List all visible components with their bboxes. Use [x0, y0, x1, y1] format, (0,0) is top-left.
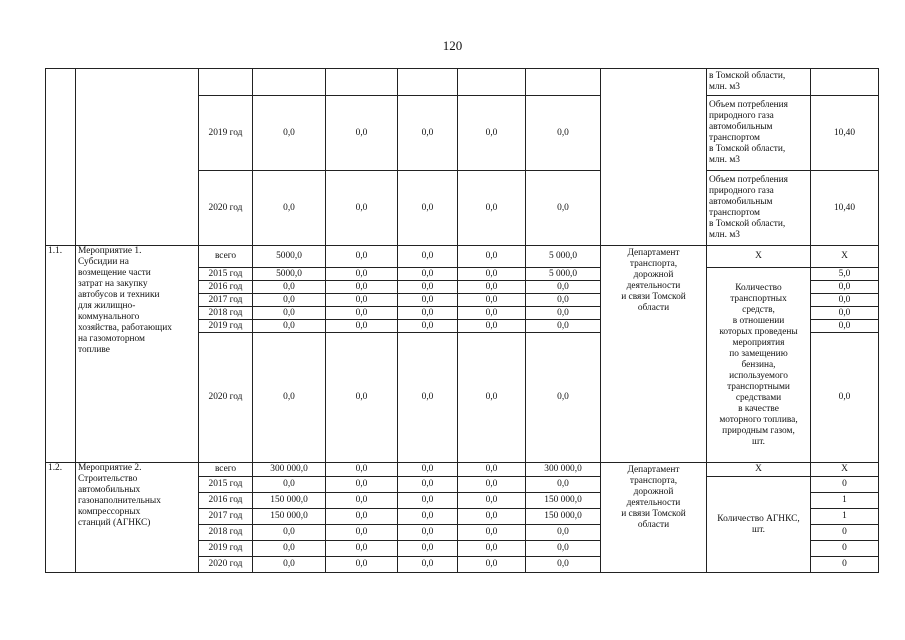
- amount-cell: 0,0: [398, 509, 458, 525]
- amount-cell: 150 000,0: [253, 509, 326, 525]
- amount-cell: 0,0: [326, 246, 398, 268]
- year-cell: 2017 год: [199, 509, 253, 525]
- amount-cell: 0,0: [398, 557, 458, 573]
- amount-cell: 0,0: [326, 333, 398, 463]
- year-cell: 2017 год: [199, 294, 253, 307]
- department-cell: Департамент транспорта, дорожной деятельности и связи Томской области: [601, 463, 707, 573]
- indicator-cell: Количество транспортных средств, в отношении которых проведены мероприятия по замещению бензина, используемого транспортными средствами в качестве моторного топлива, природным газом, шт.: [707, 268, 811, 463]
- target-cell: 0,0: [811, 294, 879, 307]
- amount-cell: 0,0: [458, 96, 526, 171]
- amount-cell: 5000,0: [253, 246, 326, 268]
- amount-cell: [253, 69, 326, 96]
- year-cell: 2015 год: [199, 477, 253, 493]
- page-number: 120: [442, 38, 463, 53]
- amount-cell: 0,0: [458, 493, 526, 509]
- amount-cell: 0,0: [253, 541, 326, 557]
- year-cell: 2015 год: [199, 268, 253, 281]
- amount-cell: 0,0: [253, 477, 326, 493]
- amount-cell: 0,0: [526, 477, 601, 493]
- amount-cell: 0,0: [458, 307, 526, 320]
- amount-cell: 0,0: [458, 463, 526, 477]
- amount-cell: 0,0: [526, 541, 601, 557]
- amount-cell: 0,0: [398, 307, 458, 320]
- indicator-cell: Х: [707, 246, 811, 268]
- amount-cell: 0,0: [398, 171, 458, 246]
- amount-cell: 0,0: [253, 171, 326, 246]
- indicator-cell: Объем потребления природного газа автомобильным транспортом в Томской области, млн. м3: [707, 96, 811, 171]
- indicator-cell: Х: [707, 463, 811, 477]
- indicator-cell: в Томской области, млн. м3: [707, 69, 811, 96]
- amount-cell: 0,0: [458, 541, 526, 557]
- amount-cell: [458, 69, 526, 96]
- amount-cell: 0,0: [526, 294, 601, 307]
- amount-cell: 0,0: [398, 463, 458, 477]
- amount-cell: 0,0: [253, 557, 326, 573]
- target-cell: 0,0: [811, 307, 879, 320]
- year-cell: 2016 год: [199, 281, 253, 294]
- amount-cell: 0,0: [526, 557, 601, 573]
- amount-cell: 150 000,0: [253, 493, 326, 509]
- amount-cell: 0,0: [398, 333, 458, 463]
- amount-cell: 0,0: [326, 96, 398, 171]
- amount-cell: 5 000,0: [526, 246, 601, 268]
- amount-cell: 0,0: [526, 96, 601, 171]
- amount-cell: 0,0: [458, 281, 526, 294]
- measure-number-cell: 1.1.: [46, 246, 76, 463]
- amount-cell: 0,0: [253, 333, 326, 463]
- amount-cell: 5 000,0: [526, 268, 601, 281]
- measure-number-cell: 1.2.: [46, 463, 76, 573]
- amount-cell: 0,0: [398, 294, 458, 307]
- target-cell: 5,0: [811, 268, 879, 281]
- year-cell: 2019 год: [199, 320, 253, 333]
- amount-cell: [326, 69, 398, 96]
- amount-cell: 0,0: [458, 557, 526, 573]
- amount-cell: 0,0: [398, 268, 458, 281]
- amount-cell: 5000,0: [253, 268, 326, 281]
- indicator-cell: Количество АГНКС, шт.: [707, 477, 811, 573]
- amount-cell: 0,0: [326, 268, 398, 281]
- amount-cell: 0,0: [526, 307, 601, 320]
- department-cell: Департамент транспорта, дорожной деятельности и связи Томской области: [601, 246, 707, 463]
- measure-name-cell: Мероприятие 1. Субсидии на возмещение части затрат на закупку автобусов и техники для жилищно- коммунального хозяйства, работающих на газомоторном топливе: [76, 246, 199, 463]
- year-cell: всего: [199, 246, 253, 268]
- target-cell: 10,40: [811, 96, 879, 171]
- year-cell: 2016 год: [199, 493, 253, 509]
- target-cell: Х: [811, 246, 879, 268]
- amount-cell: 0,0: [458, 246, 526, 268]
- target-cell: 0: [811, 557, 879, 573]
- amount-cell: 0,0: [526, 525, 601, 541]
- department-cell: [601, 69, 707, 246]
- amount-cell: 0,0: [326, 541, 398, 557]
- measure-name-cell: Мероприятие 2. Строительство автомобильных газонаполнительных компрессорных станций (АГНКС): [76, 463, 199, 573]
- amount-cell: 0,0: [326, 463, 398, 477]
- table-body: [46, 69, 879, 573]
- amount-cell: 150 000,0: [526, 509, 601, 525]
- amount-cell: 0,0: [398, 493, 458, 509]
- amount-cell: 0,0: [326, 294, 398, 307]
- amount-cell: 300 000,0: [253, 463, 326, 477]
- year-cell: всего: [199, 463, 253, 477]
- amount-cell: 0,0: [398, 541, 458, 557]
- year-cell: 2018 год: [199, 525, 253, 541]
- indicator-cell: Объем потребления природного газа автомобильным транспортом в Томской области, млн. м3: [707, 171, 811, 246]
- target-cell: 0: [811, 477, 879, 493]
- amount-cell: 0,0: [458, 320, 526, 333]
- amount-cell: 0,0: [458, 268, 526, 281]
- amount-cell: 0,0: [326, 320, 398, 333]
- amount-cell: 0,0: [253, 294, 326, 307]
- table-row: [46, 463, 879, 477]
- amount-cell: 0,0: [253, 96, 326, 171]
- amount-cell: 0,0: [398, 477, 458, 493]
- amount-cell: 0,0: [458, 477, 526, 493]
- target-cell: 0,0: [811, 333, 879, 463]
- amount-cell: 0,0: [326, 525, 398, 541]
- amount-cell: 0,0: [458, 525, 526, 541]
- year-cell: 2019 год: [199, 541, 253, 557]
- amount-cell: 300 000,0: [526, 463, 601, 477]
- target-cell: 1: [811, 509, 879, 525]
- measure-number-cell: [46, 69, 76, 246]
- year-cell: 2020 год: [199, 333, 253, 463]
- amount-cell: 0,0: [253, 281, 326, 294]
- target-cell: 0,0: [811, 281, 879, 294]
- amount-cell: 0,0: [253, 320, 326, 333]
- amount-cell: 0,0: [326, 509, 398, 525]
- amount-cell: 0,0: [326, 307, 398, 320]
- year-cell: 2020 год: [199, 557, 253, 573]
- year-cell: 2019 год: [199, 96, 253, 171]
- amount-cell: 0,0: [326, 171, 398, 246]
- amount-cell: 0,0: [458, 171, 526, 246]
- amount-cell: 0,0: [398, 246, 458, 268]
- program-table: [45, 68, 879, 573]
- target-cell: 0: [811, 525, 879, 541]
- table-row: [46, 69, 879, 96]
- target-cell: 0,0: [811, 320, 879, 333]
- amount-cell: 0,0: [326, 281, 398, 294]
- amount-cell: 0,0: [526, 281, 601, 294]
- amount-cell: 0,0: [526, 171, 601, 246]
- amount-cell: 0,0: [398, 525, 458, 541]
- amount-cell: [526, 69, 601, 96]
- amount-cell: 0,0: [326, 557, 398, 573]
- year-cell: 2018 год: [199, 307, 253, 320]
- amount-cell: 0,0: [326, 477, 398, 493]
- target-cell: Х: [811, 463, 879, 477]
- target-cell: 1: [811, 493, 879, 509]
- measure-name-cell: [76, 69, 199, 246]
- table-row: [46, 246, 879, 268]
- year-cell: [199, 69, 253, 96]
- amount-cell: 0,0: [458, 294, 526, 307]
- amount-cell: 0,0: [326, 493, 398, 509]
- year-cell: 2020 год: [199, 171, 253, 246]
- target-cell: 10,40: [811, 171, 879, 246]
- amount-cell: 0,0: [253, 525, 326, 541]
- amount-cell: 0,0: [398, 281, 458, 294]
- amount-cell: 0,0: [398, 320, 458, 333]
- amount-cell: 0,0: [458, 509, 526, 525]
- target-cell: 0: [811, 541, 879, 557]
- amount-cell: 0,0: [398, 96, 458, 171]
- amount-cell: 150 000,0: [526, 493, 601, 509]
- amount-cell: 0,0: [526, 320, 601, 333]
- amount-cell: 0,0: [458, 333, 526, 463]
- amount-cell: 0,0: [253, 307, 326, 320]
- target-cell: [811, 69, 879, 96]
- amount-cell: [398, 69, 458, 96]
- amount-cell: 0,0: [526, 333, 601, 463]
